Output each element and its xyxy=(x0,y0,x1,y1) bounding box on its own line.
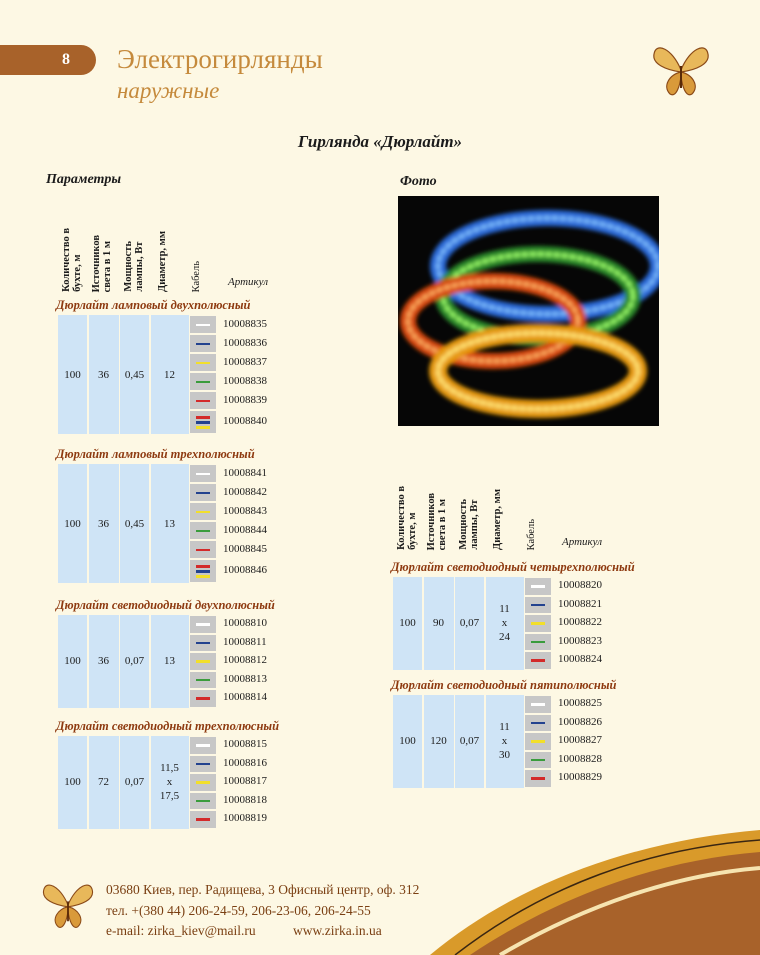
article-number: 10008818 xyxy=(223,793,267,806)
cable-color-line xyxy=(196,660,210,663)
cell-diameter: 13 xyxy=(151,615,189,708)
cell-diameter: 13 xyxy=(151,464,189,583)
cable-color-line xyxy=(196,642,210,645)
article-number: 10008842 xyxy=(223,485,267,498)
article-number: 10008813 xyxy=(223,672,267,685)
article-number: 10008816 xyxy=(223,756,267,769)
article-number: 10008825 xyxy=(558,697,602,710)
col-qty-header: Количество в бухте, м xyxy=(61,228,83,292)
cable-swatch xyxy=(190,354,216,371)
cell-qty: 100 xyxy=(58,615,87,708)
cable-color-line xyxy=(196,343,210,346)
col-diameter-header: Диаметр, мм xyxy=(492,488,503,550)
article-number: 10008837 xyxy=(223,355,267,368)
article-number: 10008829 xyxy=(558,771,602,784)
col-power-header: Мощность лампы, Вт xyxy=(458,499,480,550)
cable-color-line xyxy=(196,416,210,419)
cable-swatch xyxy=(525,578,551,595)
cable-color-line xyxy=(196,818,210,821)
cable-swatch xyxy=(190,653,216,670)
cell-sources: 36 xyxy=(89,464,119,583)
cell-diameter: 11 х 30 xyxy=(486,695,524,788)
cable-swatch xyxy=(525,615,551,632)
article-number: 10008835 xyxy=(223,317,267,330)
butterfly-icon xyxy=(650,40,712,100)
cable-swatch xyxy=(190,616,216,633)
cable-swatch xyxy=(190,737,216,754)
cell-power: 0,45 xyxy=(120,315,149,434)
group-title: Дюрлайт светодиодный пятиполюсный xyxy=(391,678,617,692)
article-number: 10008810 xyxy=(223,617,267,630)
group-title: Дюрлайт светодиодный двухполюсный xyxy=(56,598,275,612)
cell-diameter: 11 х 24 xyxy=(486,577,524,670)
cable-color-line xyxy=(196,575,210,578)
col-sources-header: Источников света в 1 м xyxy=(91,234,113,292)
cable-color-line xyxy=(196,381,210,384)
cell-diameter: 11,5 х 17,5 xyxy=(151,736,189,829)
cable-color-line xyxy=(196,570,210,573)
page-title: Электрогирлянды xyxy=(117,44,323,74)
group-title: Дюрлайт ламповый двухполюсный xyxy=(56,298,251,312)
cable-swatch xyxy=(525,733,551,750)
footer-butterfly-icon xyxy=(40,876,96,934)
cell-sources: 36 xyxy=(89,615,119,708)
cable-swatch xyxy=(190,522,216,539)
article-number: 10008822 xyxy=(558,616,602,629)
cell-power: 0,45 xyxy=(120,464,149,583)
cable-swatch xyxy=(190,335,216,352)
cable-color-line xyxy=(531,585,545,588)
page-number-tab xyxy=(0,45,96,75)
cable-color-line xyxy=(531,641,545,644)
cable-swatch xyxy=(525,770,551,787)
cable-color-line xyxy=(196,565,210,568)
article-number: 10008820 xyxy=(558,579,602,592)
article-number: 10008823 xyxy=(558,634,602,647)
cable-color-line xyxy=(531,777,545,780)
article-number: 10008812 xyxy=(223,654,267,667)
group-title: Дюрлайт ламповый трехполюсный xyxy=(56,447,255,461)
cable-swatch xyxy=(190,793,216,810)
cable-color-line xyxy=(196,473,210,476)
footer-email[interactable]: e-mail: zirka_kiev@mail.ru xyxy=(106,923,256,938)
cable-color-line xyxy=(196,511,210,514)
cable-swatch xyxy=(190,465,216,482)
article-number: 10008817 xyxy=(223,775,267,788)
cable-swatch xyxy=(525,634,551,651)
col-diameter-header: Диаметр, мм xyxy=(157,230,168,292)
cell-power: 0,07 xyxy=(455,577,484,670)
group-title: Дюрлайт светодиодный четырехполюсный xyxy=(391,560,635,574)
cable-swatch xyxy=(190,373,216,390)
col-power-header: Мощность лампы, Вт xyxy=(123,241,145,292)
article-header: Артикул xyxy=(228,276,269,288)
cable-color-line xyxy=(531,703,545,706)
page-number: 8 xyxy=(62,51,70,68)
col-qty-header: Количество в бухте, м xyxy=(396,486,418,550)
cable-color-line xyxy=(531,759,545,762)
cable-swatch xyxy=(190,503,216,520)
cell-qty: 100 xyxy=(58,736,87,829)
cable-color-line xyxy=(196,530,210,533)
cell-qty: 100 xyxy=(393,577,422,670)
cable-color-line xyxy=(196,744,210,747)
cable-swatch xyxy=(525,652,551,669)
cell-diameter: 12 xyxy=(151,315,189,434)
col-cable-header: Кабель xyxy=(191,260,202,292)
article-number: 10008843 xyxy=(223,504,267,517)
cable-color-line xyxy=(196,426,210,429)
cable-color-line xyxy=(196,623,210,626)
article-number: 10008845 xyxy=(223,542,267,555)
cable-swatch xyxy=(190,560,216,582)
cable-swatch xyxy=(525,696,551,713)
cable-color-line xyxy=(196,697,210,700)
col-cable-header: Кабель xyxy=(526,518,537,550)
cable-swatch xyxy=(190,672,216,689)
article-number: 10008811 xyxy=(223,635,267,648)
cable-swatch xyxy=(525,752,551,769)
article-number: 10008826 xyxy=(558,715,602,728)
article-number: 10008827 xyxy=(558,734,602,747)
article-number: 10008819 xyxy=(223,812,267,825)
cable-swatch xyxy=(190,541,216,558)
group-title: Дюрлайт светодиодный трехполюсный xyxy=(56,719,280,733)
cell-power: 0,07 xyxy=(120,615,149,708)
cell-qty: 100 xyxy=(58,315,87,434)
cable-swatch xyxy=(190,392,216,409)
article-number: 10008821 xyxy=(558,597,602,610)
cable-color-line xyxy=(196,421,210,424)
cable-color-line xyxy=(196,549,210,552)
cable-color-line xyxy=(531,659,545,662)
cable-color-line xyxy=(531,622,545,625)
cable-swatch xyxy=(190,635,216,652)
cable-color-line xyxy=(196,324,210,327)
col-sources-header: Источников света в 1 м xyxy=(426,492,448,550)
article-number: 10008824 xyxy=(558,653,602,666)
cell-qty: 100 xyxy=(58,464,87,583)
params-label: Параметры xyxy=(46,172,122,187)
cell-power: 0,07 xyxy=(120,736,149,829)
cell-sources: 36 xyxy=(89,315,119,434)
cable-color-line xyxy=(196,400,210,403)
cell-sources: 72 xyxy=(89,736,119,829)
cell-power: 0,07 xyxy=(455,695,484,788)
cell-qty: 100 xyxy=(393,695,422,788)
photo-label: Фото xyxy=(400,174,437,189)
article-number: 10008814 xyxy=(223,691,267,704)
cable-color-line xyxy=(196,362,210,365)
cable-color-line xyxy=(196,763,210,766)
article-number: 10008836 xyxy=(223,336,267,349)
product-photo xyxy=(398,196,659,426)
cable-swatch xyxy=(190,484,216,501)
cell-sources: 90 xyxy=(424,577,454,670)
cable-swatch xyxy=(190,411,216,433)
article-number: 10008841 xyxy=(223,466,267,479)
cable-swatch xyxy=(190,690,216,707)
article-number: 10008840 xyxy=(223,415,267,427)
cable-swatch xyxy=(190,316,216,333)
cable-swatch xyxy=(190,756,216,773)
article-number: 10008846 xyxy=(223,564,267,576)
cable-swatch xyxy=(190,811,216,828)
article-number: 10008838 xyxy=(223,374,267,387)
footer-website[interactable]: www.zirka.in.ua xyxy=(293,923,382,938)
article-number: 10008815 xyxy=(223,738,267,751)
cable-color-line xyxy=(531,604,545,607)
cable-swatch xyxy=(190,774,216,791)
article-number: 10008828 xyxy=(558,752,602,765)
cable-color-line xyxy=(531,722,545,725)
cable-color-line xyxy=(196,679,210,682)
cable-color-line xyxy=(531,740,545,743)
footer-phone: тел. +(380 44) 206-24-59, 206-23-06, 206-24-55 xyxy=(106,903,371,918)
footer-address: 03680 Киев, пер. Радищева, 3 Офисный центр, оф. 312 xyxy=(106,882,420,897)
cable-color-line xyxy=(196,492,210,495)
article-number: 10008844 xyxy=(223,523,267,536)
cable-swatch xyxy=(525,597,551,614)
article-number: 10008839 xyxy=(223,393,267,406)
section-heading: Гирлянда «Дюрлайт» xyxy=(297,132,463,151)
cable-swatch xyxy=(525,715,551,732)
cable-color-line xyxy=(196,781,210,784)
cable-color-line xyxy=(196,800,210,803)
cell-sources: 120 xyxy=(424,695,454,788)
article-header: Артикул xyxy=(562,536,603,548)
page-subtitle: наружные xyxy=(117,78,220,103)
